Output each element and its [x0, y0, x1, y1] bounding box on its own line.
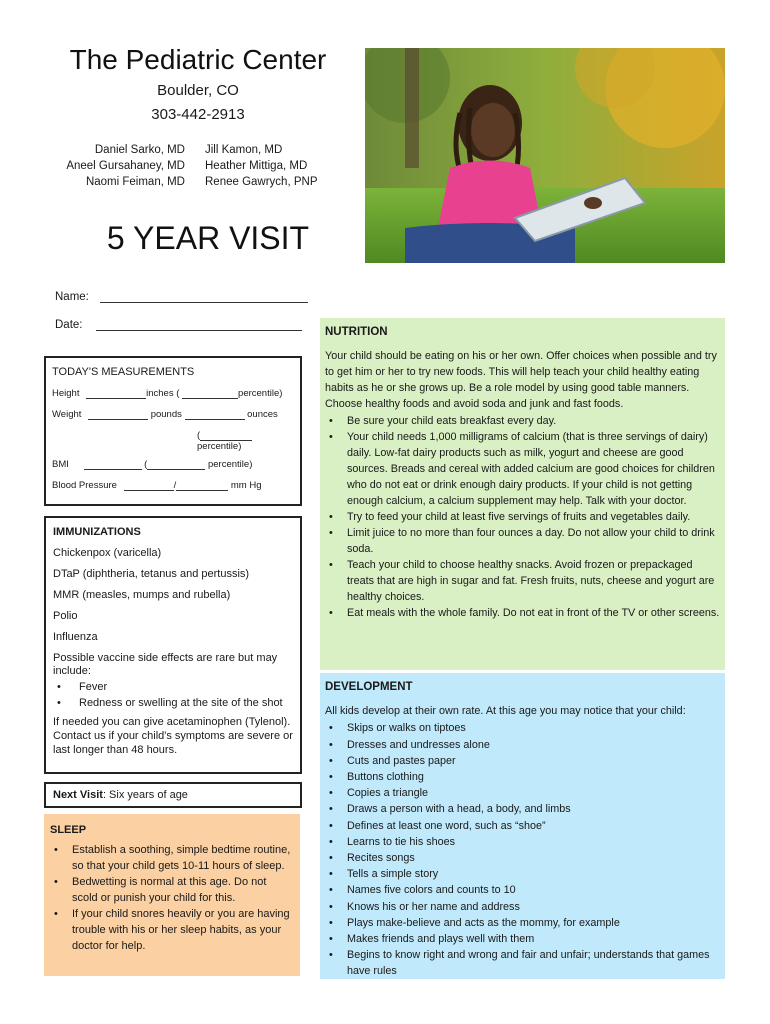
sleep-heading: SLEEP	[50, 824, 87, 836]
measurements-heading: TODAY'S MEASUREMENTS	[52, 366, 195, 378]
clinic-city: Boulder, CO	[157, 82, 239, 99]
list-item: • Buttons clothing	[325, 769, 720, 785]
date-blank[interactable]	[96, 318, 302, 331]
height-row: Height inches ( percentile)	[52, 388, 283, 399]
list-item: • Learns to tie his shoes	[325, 834, 720, 850]
weight-percentile-blank[interactable]	[200, 431, 252, 441]
name-label: Name:	[55, 291, 89, 303]
visit-title: 5 YEAR VISIT	[106, 220, 310, 256]
list-item: • Skips or walks on tiptoes	[325, 720, 720, 736]
list-item: • Try to feed your child at least five servings of fruits and vegetables daily.	[325, 509, 720, 525]
list-item: • Cuts and pastes paper	[325, 753, 720, 769]
doctor-list-left	[40, 142, 185, 190]
list-item: • Begins to know right and wrong and fair and unfair; understands that games have rules	[325, 947, 720, 979]
immunizations-box	[44, 516, 302, 774]
nutrition-heading: NUTRITION	[325, 326, 388, 338]
next-visit-label: Next Visit	[53, 789, 103, 801]
date-label: Date:	[55, 319, 83, 331]
blood-pressure-row: Blood Pressure / mm Hg	[52, 480, 262, 491]
list-item: • Bedwetting is normal at this age. Do not scold or punish your child for this.	[50, 874, 294, 906]
doctor-name: Jill Kamon, MD	[205, 144, 283, 156]
list-item: • Teach your child to choose healthy snacks. Avoid frozen or prepackaged treats that are high in sugar and fat. Fresh fruits, nuts, cheese and yogurt are healthy choices.	[325, 557, 720, 605]
list-item: • Be sure your child eats breakfast every day.	[325, 413, 720, 429]
vaccine-item: DTaP (diphtheria, tetanus and pertussis)	[53, 568, 250, 580]
vaccine-item: Influenza	[53, 631, 98, 643]
vaccine-advice: If needed you can give acetaminophen (Tylenol). Contact us if your child's symptoms are severe or last longer than 48 hours.	[53, 716, 293, 756]
development-heading: DEVELOPMENT	[325, 681, 413, 693]
systolic-blank[interactable]	[124, 481, 174, 491]
immunizations-heading: IMMUNIZATIONS	[53, 526, 141, 538]
nutrition-section	[320, 318, 725, 670]
name-field[interactable]	[55, 290, 308, 303]
list-item: • Your child needs 1,000 milligrams of calcium (that is three servings of dairy) daily. Low-fat dairy products such as milk, yogurt and cheese are good sources. Breads and cereal with added calcium are good choices for children who do not eat or drink enough dairy products. If your child is not getting enough calcium, a calcium supplement may help. Talk with your doctor.	[325, 429, 720, 509]
clinic-phone: 303-442-2913	[151, 106, 245, 123]
list-item: • Dresses and undresses alone	[325, 737, 720, 753]
nutrition-intro: Your child should be eating on his or her own. Offer choices when possible and try to get him or her to try new foods. This will help teach your child healthy eating habits as he or she grows up. Be a role model by using good table manners. Choose healthy foods and avoid soda and junk and fast foods.	[325, 350, 717, 410]
development-section	[320, 673, 725, 979]
list-item: • Copies a triangle	[325, 785, 720, 801]
list-item: • Eat meals with the whole family. Do not eat in front of the TV or other screens.	[325, 605, 720, 621]
height-percentile-blank[interactable]	[182, 389, 238, 399]
ounces-blank[interactable]	[185, 410, 245, 420]
weight-row: Weight pounds ounces	[52, 409, 278, 420]
date-field[interactable]	[55, 318, 302, 331]
child-reading-photo	[365, 48, 725, 263]
bmi-percentile-blank[interactable]	[147, 460, 205, 470]
doctor-list-right	[205, 142, 355, 190]
clinic-name: The Pediatric Center	[69, 44, 327, 75]
development-intro: All kids develop at their own rate. At this age you may notice that your child:	[325, 705, 686, 718]
doctor-name: Renee Gawrych, PNP	[205, 176, 318, 188]
list-item: • Knows his or her name and address	[325, 899, 720, 915]
next-visit-value: : Six years of age	[102, 789, 188, 801]
sleep-list	[50, 842, 294, 954]
development-list	[325, 720, 720, 979]
list-item: • Makes friends and plays well with them	[325, 931, 720, 947]
list-item: • Defines at least one word, such as “shoe”	[325, 818, 720, 834]
diastolic-blank[interactable]	[176, 481, 228, 491]
height-blank[interactable]	[86, 389, 146, 399]
doctor-name: Naomi Feiman, MD	[85, 176, 185, 188]
vaccine-item: Polio	[53, 610, 78, 622]
weight-percentile-row: (percentile)	[52, 430, 294, 451]
list-item: • If your child snores heavily or you are having trouble with his or her sleep habits, as your doctor for help.	[50, 906, 294, 954]
bmi-blank[interactable]	[84, 460, 142, 470]
list-item: • Recites songs	[325, 850, 720, 866]
vaccine-item: Chickenpox (varicella)	[53, 547, 162, 559]
list-item: • Tells a simple story	[325, 866, 720, 882]
list-item: • Plays make-believe and acts as the mommy, for example	[325, 915, 720, 931]
side-effects-intro: Possible vaccine side effects are rare but may include:	[53, 652, 278, 677]
vaccine-item: MMR (measles, mumps and rubella)	[53, 589, 231, 601]
side-effect-item: • Fever	[53, 681, 293, 693]
side-effect-item: • Redness or swelling at the site of the shot	[53, 697, 293, 709]
nutrition-list	[325, 413, 720, 621]
doctor-name: Heather Mittiga, MD	[205, 160, 308, 172]
sleep-section	[44, 814, 300, 976]
name-blank[interactable]	[100, 290, 308, 303]
bmi-row: BMI ( percentile)	[52, 459, 253, 470]
list-item: • Limit juice to no more than four ounces a day. Do not allow your child to drink soda.	[325, 525, 720, 557]
doctor-name: Daniel Sarko, MD	[94, 144, 185, 156]
doctor-name: Aneel Gursahaney, MD	[66, 160, 185, 172]
list-item: • Names five colors and counts to 10	[325, 882, 720, 898]
list-item: • Establish a soothing, simple bedtime routine, so that your child gets 10-11 hours of sleep.	[50, 842, 294, 874]
measurements-box	[44, 356, 302, 506]
pounds-blank[interactable]	[88, 410, 148, 420]
next-visit-box	[44, 782, 302, 808]
list-item: • Draws a person with a head, a body, and limbs	[325, 801, 720, 817]
